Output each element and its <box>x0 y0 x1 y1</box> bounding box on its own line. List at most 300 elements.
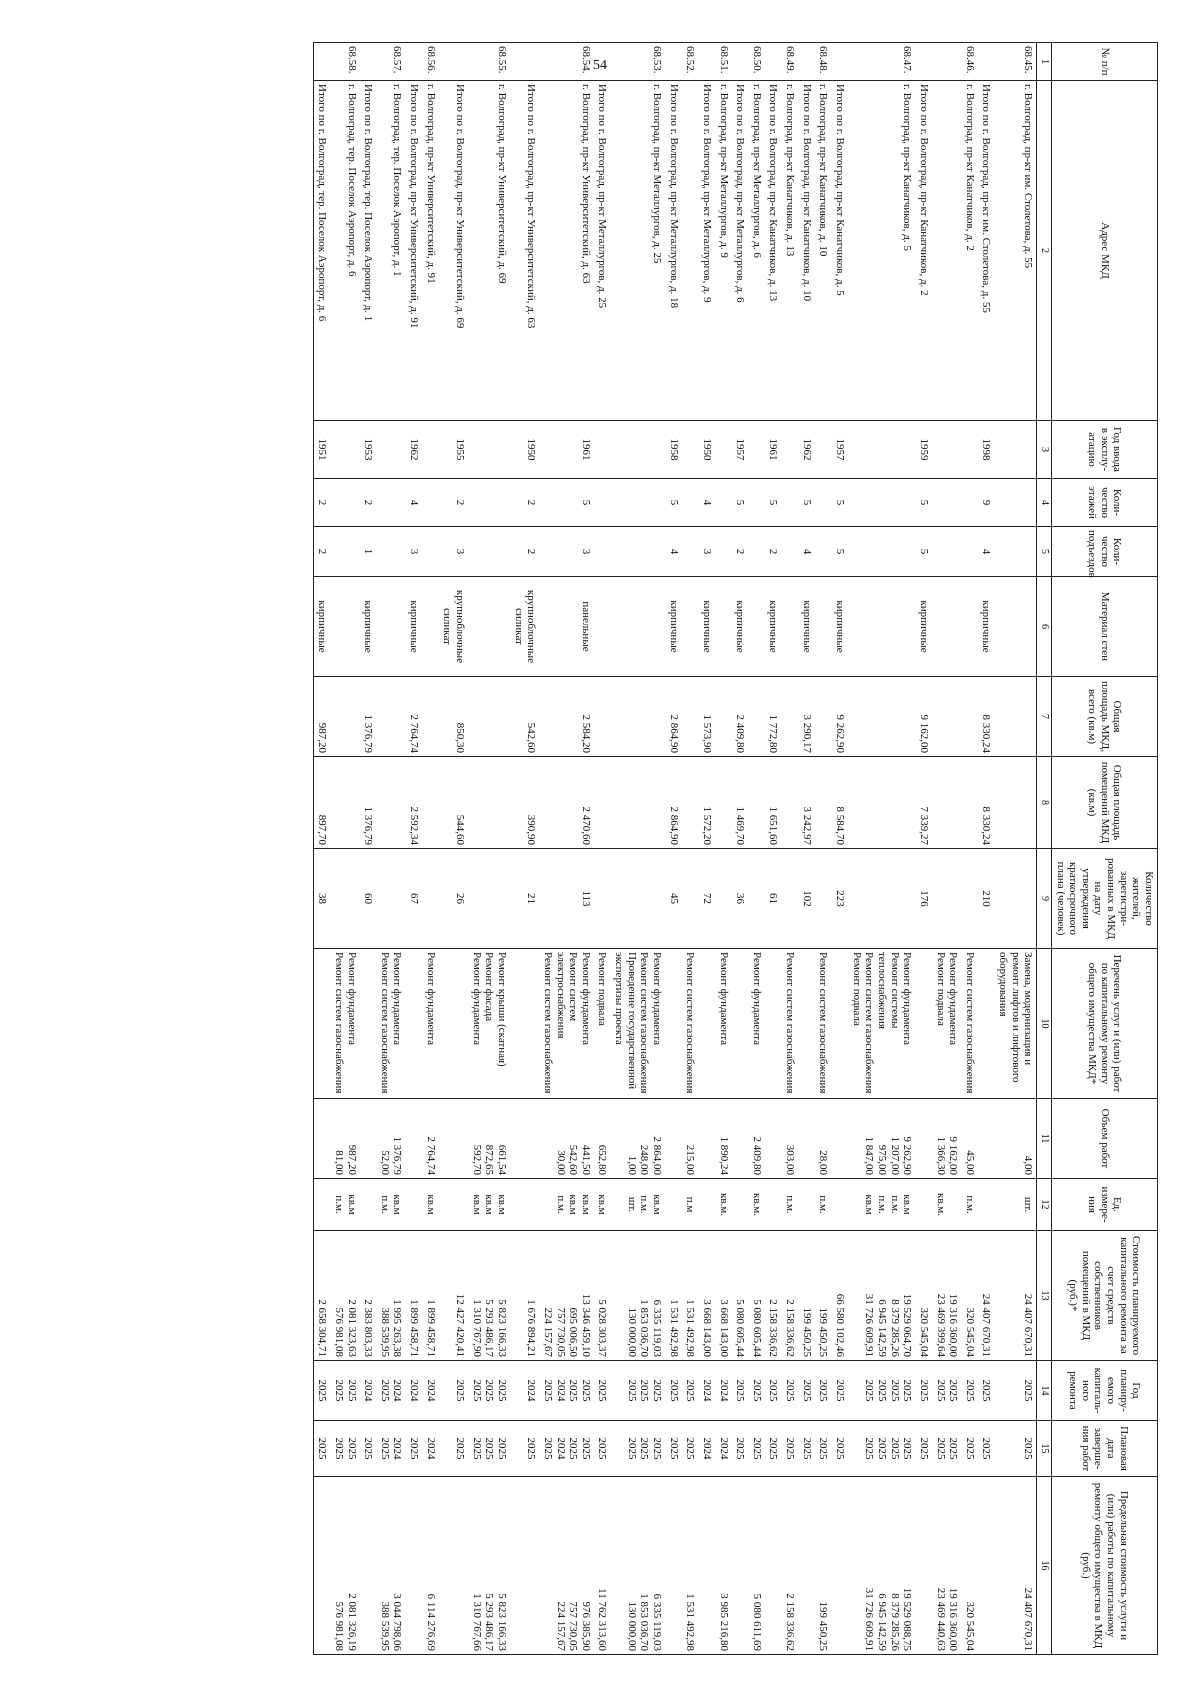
row-cost-line: 1 676 894,21 <box>525 1299 538 1357</box>
row-repair-year-line: 2025 <box>963 1379 976 1402</box>
row-works <box>978 949 995 1099</box>
row-repair-year-line: 2025 <box>541 1379 554 1402</box>
row-unit <box>748 1179 765 1231</box>
row-address: Итого по г. Волгоград, тер. Поселок Аэропорт, д. 1 <box>360 81 377 421</box>
row-volume <box>765 1099 782 1179</box>
row-limit-cost <box>765 1477 782 1655</box>
row-completion-date-line: 2025 <box>651 1437 663 1460</box>
row-residents: 210 <box>978 849 995 949</box>
row-wall-material <box>994 577 1036 677</box>
column-header-7: Общая площадь МКД, всего (кв.м) <box>1051 677 1157 757</box>
row-total-area <box>748 677 765 757</box>
row-year <box>610 421 665 479</box>
row-residents: 61 <box>765 849 782 949</box>
row-cost-line: 6 335 119,03 <box>651 1299 663 1357</box>
row-limit-cost <box>468 1477 510 1655</box>
row-unit-line: шт. <box>1022 1196 1035 1213</box>
row-year <box>961 421 978 479</box>
row-limit-cost <box>978 1477 995 1655</box>
row-unit <box>798 1179 815 1231</box>
row-unit-line: кв.м <box>901 1194 914 1215</box>
row-residents: 223 <box>831 849 848 949</box>
row-volume-line: 1 366,30 <box>934 1136 947 1175</box>
row-repair-year-line: 2024 <box>408 1379 421 1402</box>
row-repair-year <box>439 1361 468 1421</box>
row-completion-date-line: 2025 <box>408 1437 421 1460</box>
row-entrances <box>422 527 439 577</box>
row-completion-date-line: 2025 <box>345 1437 358 1460</box>
row-year <box>748 421 765 479</box>
row-residents <box>715 849 732 949</box>
row-repair-year-line: 2025 <box>888 1379 901 1402</box>
row-cost <box>732 1231 749 1361</box>
row-cost <box>422 1231 439 1361</box>
row-unit-line: кв.м <box>651 1194 663 1215</box>
row-volume <box>405 1099 422 1179</box>
row-works-line: Проведение государственной экспертизы проекта <box>613 952 638 1090</box>
row-completion-date-line: 2025 <box>863 1437 876 1460</box>
row-cost-line: 1 995 263,38 <box>391 1299 404 1357</box>
row-completion-date <box>682 1421 699 1477</box>
row-unit-line: п.м. <box>963 1195 976 1214</box>
row-entrances <box>468 527 510 577</box>
row-cost-line: 2 658 304,71 <box>316 1299 329 1357</box>
row-completion-date <box>781 1421 798 1477</box>
row-limit-cost <box>831 1477 848 1655</box>
row-unit <box>439 1179 468 1231</box>
row-floors: 5 <box>665 479 682 527</box>
row-volume <box>439 1099 468 1179</box>
row-volume-line: 4,00 <box>1022 1155 1035 1175</box>
row-completion-date-line: 2025 <box>667 1437 680 1460</box>
row-floors <box>376 479 405 527</box>
row-works-line: Ремонт фундамента <box>901 952 914 1046</box>
row-wall-material: крупноблочные силикат <box>439 577 468 677</box>
row-repair-year-line: 2024 <box>554 1379 567 1402</box>
row-total-area <box>961 677 978 757</box>
row-entrances <box>610 527 665 577</box>
row-completion-date-line: 2025 <box>525 1437 538 1460</box>
row-total-area: 9 162,00 <box>915 677 932 757</box>
row-unit-line: кв.м <box>424 1194 437 1215</box>
row-premises-area <box>594 757 611 849</box>
row-cost-line: 3 668 143,00 <box>717 1299 730 1357</box>
row-total-area <box>932 677 961 757</box>
row-total-area <box>815 677 832 757</box>
row-limit-cost-line <box>833 1480 846 1651</box>
column-number-8: 8 <box>1037 757 1052 849</box>
row-wall-material <box>610 577 665 677</box>
row-repair-year <box>594 1361 611 1421</box>
row-entrances: 4 <box>665 527 682 577</box>
row-floors <box>932 479 961 527</box>
row-address: Итого по г. Волгоград, пр-кт Канатчиков, д. 2 <box>915 81 932 421</box>
row-wall-material: кирпичные <box>765 577 782 677</box>
row-premises-area <box>468 757 510 849</box>
row-wall-material <box>330 577 359 677</box>
row-entrances <box>815 527 832 577</box>
row-limit-cost-line: 3 044 798,06 <box>391 1593 404 1651</box>
row-completion-date-line: 2025 <box>378 1437 391 1460</box>
row-address: Итого по г. Волгоград, пр-кт Металлургов, д. 9 <box>698 81 715 421</box>
row-unit-line: п.м. <box>875 1195 888 1214</box>
row-completion-date-line: 2025 <box>980 1437 993 1460</box>
row-completion-date-line: 2025 <box>483 1437 496 1460</box>
row-repair-year-line: 2025 <box>767 1379 780 1402</box>
row-works-line: Ремонт подвала <box>596 952 609 1026</box>
row-volume-line: 987,20 <box>345 1144 358 1175</box>
row-limit-cost-line: 3 985 216,80 <box>717 1593 730 1651</box>
row-unit <box>360 1179 377 1231</box>
row-total-area: 9 262,90 <box>831 677 848 757</box>
row-volume <box>360 1099 377 1179</box>
row-year <box>594 421 611 479</box>
row-limit-cost-line: 1 531 492,98 <box>684 1593 697 1651</box>
row-volume <box>715 1099 732 1179</box>
row-total-area: 2 584,20 <box>539 677 594 757</box>
row-repair-year-line: 2025 <box>567 1379 580 1402</box>
row-limit-cost-line <box>453 1480 466 1651</box>
row-repair-year-line: 2025 <box>684 1379 697 1402</box>
row-works-line: Ремонт фундамента <box>470 952 483 1046</box>
row-works-line: Ремонт систем газоснабжения <box>817 952 830 1094</box>
row-wall-material <box>748 577 765 677</box>
row-repair-year <box>848 1361 915 1421</box>
row-repair-year-line: 2025 <box>734 1379 747 1402</box>
row-unit <box>698 1179 715 1231</box>
row-limit-cost-line: 6 114 276,69 <box>424 1593 437 1651</box>
row-works-line: Ремонт фундамента <box>947 952 960 1046</box>
row-cost-line: 5 293 486,17 <box>483 1299 496 1357</box>
row-repair-year <box>961 1361 978 1421</box>
row-limit-cost <box>698 1477 715 1655</box>
row-works <box>405 949 422 1099</box>
row-limit-cost-line: 2 158 336,62 <box>784 1593 797 1651</box>
row-wall-material: кирпичные <box>405 577 422 677</box>
row-limit-cost <box>594 1477 611 1655</box>
row-residents: 26 <box>439 849 468 949</box>
row-repair-year <box>715 1361 732 1421</box>
row-number <box>765 43 782 81</box>
column-header-1: № п/п <box>1051 43 1157 81</box>
row-cost-line: 2 383 803,33 <box>362 1299 375 1357</box>
row-cost-line: 6 945 142,59 <box>875 1299 888 1357</box>
column-number-2: 2 <box>1037 81 1052 421</box>
row-works <box>831 949 848 1099</box>
row-wall-material <box>848 577 915 677</box>
row-completion-date-line: 2025 <box>495 1437 508 1460</box>
row-premises-area: 3 242,97 <box>798 757 815 849</box>
row-repair-year-line: 2025 <box>625 1379 638 1402</box>
row-volume-line: 9 262,90 <box>901 1136 914 1175</box>
row-repair-year-line: 2025 <box>817 1379 830 1402</box>
row-repair-year <box>994 1361 1036 1421</box>
table-row <box>978 43 995 1655</box>
row-limit-cost-line: 23 469 440,63 <box>934 1587 947 1651</box>
table-row <box>915 43 932 1655</box>
row-works-line: Ремонт крыши (скатная) <box>495 952 508 1067</box>
row-residents <box>376 849 405 949</box>
row-wall-material <box>376 577 405 677</box>
row-limit-cost-line: 1 310 767,66 <box>470 1593 483 1651</box>
row-wall-material: кирпичные <box>360 577 377 677</box>
row-cost-line: 2 158 336,62 <box>784 1299 797 1357</box>
row-wall-material <box>815 577 832 677</box>
row-cost <box>610 1231 665 1361</box>
row-completion-date-line: 2025 <box>470 1437 483 1460</box>
row-year: 1950 <box>698 421 715 479</box>
row-unit-line: кв.м. <box>750 1193 763 1216</box>
row-cost <box>831 1231 848 1361</box>
row-address: Итого по г. Волгоград, пр-кт Университетский, д. 63 <box>510 81 539 421</box>
row-wall-material <box>468 577 510 677</box>
row-repair-year-line: 2025 <box>316 1379 329 1402</box>
row-floors: 2 <box>510 479 539 527</box>
column-number-9: 9 <box>1037 849 1052 949</box>
row-address <box>932 81 961 421</box>
row-works-line: Ремонт систем газоснабжения <box>332 952 345 1094</box>
row-year <box>376 421 405 479</box>
row-unit <box>682 1179 699 1231</box>
row-floors: 2 <box>313 479 330 527</box>
row-works <box>360 949 377 1099</box>
column-header-14: Год планиру-емого капиталь-ного ремонта <box>1051 1361 1157 1421</box>
row-year: 1961 <box>765 421 782 479</box>
row-volume-line: 303,00 <box>784 1144 797 1175</box>
row-address: г. Волгоград, пр-кт Металлургов, д. 25 <box>610 81 665 421</box>
row-cost-line: 130 000,00 <box>625 1307 638 1357</box>
row-completion-date <box>330 1421 359 1477</box>
row-completion-date-line: 2025 <box>638 1437 651 1460</box>
row-repair-year-line: 2024 <box>391 1379 404 1402</box>
row-unit-line: кв.м. <box>934 1193 947 1216</box>
row-unit-line: кв.м <box>579 1194 592 1215</box>
row-number <box>932 43 961 81</box>
row-repair-year <box>665 1361 682 1421</box>
row-premises-area <box>994 757 1036 849</box>
row-repair-year-line: 2025 <box>345 1379 358 1402</box>
row-year: 1962 <box>405 421 422 479</box>
row-volume <box>510 1099 539 1179</box>
row-repair-year <box>732 1361 749 1421</box>
row-cost <box>360 1231 377 1361</box>
row-unit <box>915 1179 932 1231</box>
row-cost-line: 13 346 459,10 <box>579 1293 592 1357</box>
row-repair-year-line: 2025 <box>947 1379 960 1402</box>
row-cost <box>994 1231 1036 1361</box>
row-volume-line: 1,00 <box>625 1155 638 1175</box>
column-number-14: 14 <box>1037 1361 1052 1421</box>
row-repair-year-line: 2024 <box>525 1379 538 1402</box>
row-year: 1962 <box>798 421 815 479</box>
row-wall-material: кирпичные <box>313 577 330 677</box>
row-repair-year-line: 2025 <box>651 1379 663 1402</box>
row-entrances <box>961 527 978 577</box>
row-volume-line: 215,00 <box>684 1144 697 1175</box>
row-repair-year-line: 2025 <box>875 1379 888 1402</box>
row-repair-year-line: 2025 <box>750 1379 763 1402</box>
row-unit <box>994 1179 1036 1231</box>
row-completion-date <box>405 1421 422 1477</box>
row-limit-cost <box>405 1477 422 1655</box>
row-cost-line: 199 450,25 <box>817 1307 830 1357</box>
row-unit-line: кв.м <box>495 1194 508 1215</box>
capital-repair-table <box>313 42 1158 1655</box>
row-floors: 5 <box>765 479 782 527</box>
row-works <box>715 949 732 1099</box>
row-year <box>330 421 359 479</box>
row-limit-cost <box>610 1477 665 1655</box>
row-total-area <box>330 677 359 757</box>
row-unit <box>715 1179 732 1231</box>
row-unit <box>539 1179 594 1231</box>
row-unit <box>848 1179 915 1231</box>
row-entrances: 4 <box>978 527 995 577</box>
row-residents <box>961 849 978 949</box>
column-number-15: 15 <box>1037 1421 1052 1477</box>
row-floors <box>422 479 439 527</box>
row-address: г. Волгоград, пр-кт Университетский, д. 69 <box>468 81 510 421</box>
row-premises-area: 2 592,34 <box>405 757 422 849</box>
row-premises-area: 1 651,60 <box>765 757 782 849</box>
row-works-line: Ремонт фундамента <box>750 952 763 1046</box>
row-volume-line: 2 864,00 <box>651 1136 663 1175</box>
row-repair-year-line: 2025 <box>934 1379 947 1402</box>
row-unit-line: кв.м <box>596 1194 609 1215</box>
row-total-area <box>594 677 611 757</box>
row-number: 68.46. <box>961 43 978 81</box>
row-total-area: 850,30 <box>439 677 468 757</box>
table-row <box>961 43 978 1655</box>
row-floors: 5 <box>539 479 594 527</box>
row-premises-area <box>815 757 832 849</box>
row-floors <box>330 479 359 527</box>
row-works-line: Ремонт систем электроснабжения <box>554 952 580 1039</box>
row-repair-year-line: 2025 <box>378 1379 391 1402</box>
row-floors: 5 <box>831 479 848 527</box>
column-header-6: Материал стен <box>1051 577 1157 677</box>
row-limit-cost-line <box>316 1480 329 1651</box>
row-completion-date <box>915 1421 932 1477</box>
row-limit-cost-line <box>362 1480 375 1651</box>
row-entrances: 3 <box>439 527 468 577</box>
row-address: г. Волгоград, пр-кт Университетский, д. 63 <box>539 81 594 421</box>
row-repair-year <box>360 1361 377 1421</box>
row-volume-line: 441,50 <box>579 1144 592 1175</box>
row-address <box>682 81 699 421</box>
row-number: 68.52. <box>682 43 699 81</box>
row-limit-cost <box>682 1477 699 1655</box>
row-volume-line: 30,00 <box>554 1150 567 1175</box>
row-premises-area: 8 330,24 <box>978 757 995 849</box>
row-completion-date-line: 2025 <box>684 1437 697 1460</box>
row-entrances <box>781 527 798 577</box>
row-volume <box>815 1099 832 1179</box>
row-completion-date-line: 2025 <box>784 1437 797 1460</box>
row-repair-year-line: 2024 <box>362 1379 375 1402</box>
row-volume <box>798 1099 815 1179</box>
row-repair-year-line: 2025 <box>784 1379 797 1402</box>
row-entrances: 2 <box>732 527 749 577</box>
row-limit-cost-line: 757 730,05 <box>567 1601 580 1651</box>
row-entrances <box>594 527 611 577</box>
row-year: 1961 <box>539 421 594 479</box>
row-entrances: 3 <box>698 527 715 577</box>
row-repair-year-line: 2025 <box>980 1379 993 1402</box>
row-unit <box>781 1179 798 1231</box>
row-unit-line: кв.м <box>345 1194 358 1215</box>
row-volume <box>978 1099 995 1179</box>
row-cost <box>781 1231 798 1361</box>
row-unit-line: кв.м. <box>717 1193 730 1216</box>
row-premises-area: 1 572,20 <box>698 757 715 849</box>
row-unit <box>313 1179 330 1231</box>
row-volume-line: 28,00 <box>817 1150 830 1175</box>
row-premises-area <box>961 757 978 849</box>
row-works-line: Ремонт систем газоснабжения <box>378 952 391 1094</box>
table-row <box>510 43 539 1655</box>
row-entrances: 1 <box>360 527 377 577</box>
row-floors: 5 <box>798 479 815 527</box>
row-year: 1951 <box>313 421 330 479</box>
row-limit-cost-line: 24 407 670,31 <box>1022 1587 1035 1651</box>
row-cost-line: 5 080 605,44 <box>734 1299 747 1357</box>
table-row <box>330 43 359 1655</box>
row-unit <box>510 1179 539 1231</box>
row-repair-year-line: 2025 <box>483 1379 496 1402</box>
row-wall-material: кирпичные <box>732 577 749 677</box>
row-repair-year <box>815 1361 832 1421</box>
row-limit-cost <box>715 1477 732 1655</box>
row-cost <box>682 1231 699 1361</box>
row-residents: 38 <box>313 849 330 949</box>
row-unit <box>961 1179 978 1231</box>
column-number-5: 5 <box>1037 527 1052 577</box>
row-cost-line: 2 158 336,62 <box>767 1299 780 1357</box>
row-cost-line: 31 726 609,91 <box>863 1293 876 1357</box>
row-floors: 4 <box>698 479 715 527</box>
row-unit-line: кв.м <box>483 1194 496 1215</box>
row-address: г. Волгоград, пр-кт Канатчиков, д. 10 <box>815 81 832 421</box>
row-repair-year <box>539 1361 594 1421</box>
row-repair-year <box>610 1361 665 1421</box>
row-floors <box>848 479 915 527</box>
row-entrances <box>715 527 732 577</box>
row-limit-cost-line <box>525 1480 538 1651</box>
row-wall-material <box>594 577 611 677</box>
row-address: Итого по г. Волгоград, пр-кт Университетский, д. 91 <box>405 81 422 421</box>
row-total-area <box>994 677 1036 757</box>
row-completion-date-line: 2025 <box>963 1437 976 1460</box>
row-number <box>732 43 749 81</box>
row-floors: 5 <box>732 479 749 527</box>
row-volume-line: 661,54 <box>495 1144 508 1175</box>
row-completion-date-line: 2025 <box>579 1437 592 1460</box>
row-cost-line: 5 823 166,33 <box>495 1299 508 1357</box>
table-row <box>781 43 798 1655</box>
row-premises-area: 390,90 <box>510 757 539 849</box>
row-number <box>978 43 995 81</box>
row-unit <box>422 1179 439 1231</box>
row-number <box>510 43 539 81</box>
row-premises-area: 1 376,79 <box>360 757 377 849</box>
row-repair-year <box>313 1361 330 1421</box>
row-cost-line: 5 028 303,37 <box>596 1299 609 1357</box>
row-volume-line: 592,70 <box>470 1144 483 1175</box>
row-cost-line: 320 545,04 <box>963 1307 976 1357</box>
table-row <box>439 43 468 1655</box>
row-repair-year-line: 2025 <box>1022 1379 1035 1402</box>
